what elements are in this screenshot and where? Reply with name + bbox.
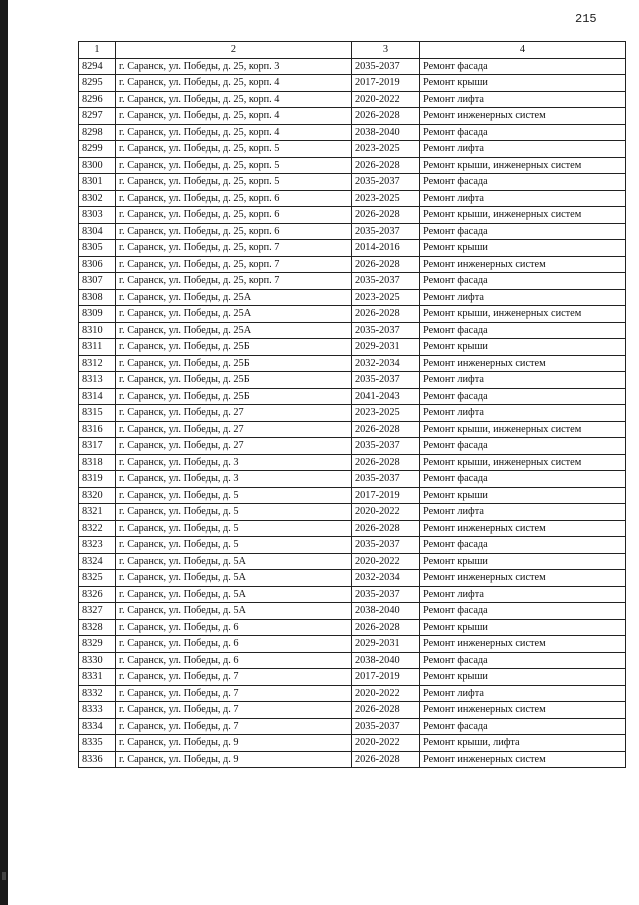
table-row bbox=[79, 405, 626, 422]
cell-work-type: Ремонт инженерных систем bbox=[420, 636, 626, 653]
cell-work-type: Ремонт крыши, инженерных систем bbox=[420, 207, 626, 224]
cell-period: 2023-2025 bbox=[352, 289, 420, 306]
cell-address: г. Саранск, ул. Победы, д. 25, корп. 7 bbox=[116, 273, 352, 290]
cell-row-number: 8316 bbox=[79, 421, 116, 438]
table-row bbox=[79, 603, 626, 620]
cell-work-type: Ремонт инженерных систем bbox=[420, 520, 626, 537]
cell-row-number: 8317 bbox=[79, 438, 116, 455]
cell-row-number: 8299 bbox=[79, 141, 116, 158]
cell-address: г. Саранск, ул. Победы, д. 25, корп. 6 bbox=[116, 207, 352, 224]
table-body bbox=[79, 58, 626, 768]
cell-work-type: Ремонт фасада bbox=[420, 388, 626, 405]
cell-work-type: Ремонт лифта bbox=[420, 190, 626, 207]
cell-work-type: Ремонт крыши, инженерных систем bbox=[420, 421, 626, 438]
cell-row-number: 8309 bbox=[79, 306, 116, 323]
cell-address: г. Саранск, ул. Победы, д. 7 bbox=[116, 669, 352, 686]
cell-work-type: Ремонт лифта bbox=[420, 91, 626, 108]
table-row bbox=[79, 471, 626, 488]
cell-address: г. Саранск, ул. Победы, д. 27 bbox=[116, 438, 352, 455]
cell-address: г. Саранск, ул. Победы, д. 25А bbox=[116, 306, 352, 323]
repair-schedule-table bbox=[78, 41, 626, 768]
cell-work-type: Ремонт крыши, лифта bbox=[420, 735, 626, 752]
cell-period: 2035-2037 bbox=[352, 372, 420, 389]
cell-address: г. Саранск, ул. Победы, д. 25, корп. 7 bbox=[116, 240, 352, 257]
table-row bbox=[79, 702, 626, 719]
cell-address: г. Саранск, ул. Победы, д. 25А bbox=[116, 322, 352, 339]
table-row bbox=[79, 652, 626, 669]
cell-row-number: 8315 bbox=[79, 405, 116, 422]
table-row bbox=[79, 207, 626, 224]
cell-address: г. Саранск, ул. Победы, д. 5А bbox=[116, 553, 352, 570]
cell-address: г. Саранск, ул. Победы, д. 7 bbox=[116, 718, 352, 735]
cell-address: г. Саранск, ул. Победы, д. 6 bbox=[116, 619, 352, 636]
cell-address: г. Саранск, ул. Победы, д. 5 bbox=[116, 537, 352, 554]
table-row bbox=[79, 421, 626, 438]
cell-row-number: 8307 bbox=[79, 273, 116, 290]
cell-row-number: 8323 bbox=[79, 537, 116, 554]
cell-row-number: 8304 bbox=[79, 223, 116, 240]
cell-period: 2035-2037 bbox=[352, 322, 420, 339]
table-row bbox=[79, 553, 626, 570]
cell-row-number: 8301 bbox=[79, 174, 116, 191]
cell-period: 2017-2019 bbox=[352, 75, 420, 92]
cell-address: г. Саранск, ул. Победы, д. 5 bbox=[116, 520, 352, 537]
table-row bbox=[79, 537, 626, 554]
cell-address: г. Саранск, ул. Победы, д. 25, корп. 5 bbox=[116, 141, 352, 158]
cell-work-type: Ремонт лифта bbox=[420, 289, 626, 306]
table-row bbox=[79, 322, 626, 339]
cell-row-number: 8297 bbox=[79, 108, 116, 125]
table-row bbox=[79, 388, 626, 405]
cell-row-number: 8310 bbox=[79, 322, 116, 339]
table-row bbox=[79, 685, 626, 702]
cell-row-number: 8335 bbox=[79, 735, 116, 752]
cell-period: 2026-2028 bbox=[352, 256, 420, 273]
cell-address: г. Саранск, ул. Победы, д. 5А bbox=[116, 603, 352, 620]
table-row bbox=[79, 306, 626, 323]
table-row bbox=[79, 619, 626, 636]
cell-row-number: 8314 bbox=[79, 388, 116, 405]
cell-period: 2035-2037 bbox=[352, 718, 420, 735]
cell-address: г. Саранск, ул. Победы, д. 25, корп. 4 bbox=[116, 124, 352, 141]
cell-period: 2026-2028 bbox=[352, 751, 420, 768]
cell-period: 2029-2031 bbox=[352, 636, 420, 653]
column-header-3: 3 bbox=[352, 42, 420, 59]
cell-address: г. Саранск, ул. Победы, д. 25, корп. 5 bbox=[116, 157, 352, 174]
scan-edge bbox=[0, 0, 8, 905]
table-row bbox=[79, 141, 626, 158]
cell-period: 2026-2028 bbox=[352, 454, 420, 471]
cell-period: 2020-2022 bbox=[352, 91, 420, 108]
cell-period: 2023-2025 bbox=[352, 405, 420, 422]
cell-period: 2035-2037 bbox=[352, 537, 420, 554]
cell-period: 2017-2019 bbox=[352, 487, 420, 504]
cell-row-number: 8336 bbox=[79, 751, 116, 768]
table-row bbox=[79, 372, 626, 389]
cell-address: г. Саранск, ул. Победы, д. 6 bbox=[116, 652, 352, 669]
table-row bbox=[79, 157, 626, 174]
cell-work-type: Ремонт фасада bbox=[420, 652, 626, 669]
cell-row-number: 8295 bbox=[79, 75, 116, 92]
cell-address: г. Саранск, ул. Победы, д. 3 bbox=[116, 454, 352, 471]
table-row bbox=[79, 58, 626, 75]
cell-period: 2020-2022 bbox=[352, 735, 420, 752]
cell-address: г. Саранск, ул. Победы, д. 7 bbox=[116, 702, 352, 719]
cell-work-type: Ремонт лифта bbox=[420, 372, 626, 389]
cell-period: 2026-2028 bbox=[352, 702, 420, 719]
cell-address: г. Саранск, ул. Победы, д. 9 bbox=[116, 751, 352, 768]
cell-row-number: 8325 bbox=[79, 570, 116, 587]
cell-period: 2020-2022 bbox=[352, 504, 420, 521]
cell-work-type: Ремонт фасада bbox=[420, 603, 626, 620]
cell-period: 2038-2040 bbox=[352, 652, 420, 669]
cell-row-number: 8298 bbox=[79, 124, 116, 141]
cell-row-number: 8303 bbox=[79, 207, 116, 224]
cell-period: 2026-2028 bbox=[352, 421, 420, 438]
cell-row-number: 8300 bbox=[79, 157, 116, 174]
cell-period: 2020-2022 bbox=[352, 553, 420, 570]
table-header-row bbox=[79, 42, 626, 59]
cell-work-type: Ремонт крыши bbox=[420, 553, 626, 570]
cell-row-number: 8330 bbox=[79, 652, 116, 669]
cell-work-type: Ремонт крыши bbox=[420, 487, 626, 504]
cell-period: 2026-2028 bbox=[352, 207, 420, 224]
scan-mark bbox=[2, 872, 6, 880]
cell-work-type: Ремонт крыши, инженерных систем bbox=[420, 454, 626, 471]
table-row bbox=[79, 487, 626, 504]
cell-period: 2026-2028 bbox=[352, 520, 420, 537]
cell-period: 2035-2037 bbox=[352, 223, 420, 240]
cell-address: г. Саранск, ул. Победы, д. 25Б bbox=[116, 388, 352, 405]
cell-row-number: 8319 bbox=[79, 471, 116, 488]
cell-work-type: Ремонт инженерных систем bbox=[420, 570, 626, 587]
table-row bbox=[79, 339, 626, 356]
cell-period: 2023-2025 bbox=[352, 141, 420, 158]
cell-address: г. Саранск, ул. Победы, д. 5А bbox=[116, 570, 352, 587]
cell-address: г. Саранск, ул. Победы, д. 25, корп. 7 bbox=[116, 256, 352, 273]
table-row bbox=[79, 520, 626, 537]
cell-row-number: 8311 bbox=[79, 339, 116, 356]
table-row bbox=[79, 355, 626, 372]
cell-period: 2023-2025 bbox=[352, 190, 420, 207]
cell-period: 2029-2031 bbox=[352, 339, 420, 356]
column-header-4: 4 bbox=[420, 42, 626, 59]
cell-period: 2035-2037 bbox=[352, 586, 420, 603]
cell-address: г. Саранск, ул. Победы, д. 25, корп. 6 bbox=[116, 223, 352, 240]
cell-work-type: Ремонт фасада bbox=[420, 223, 626, 240]
cell-work-type: Ремонт крыши bbox=[420, 619, 626, 636]
cell-row-number: 8322 bbox=[79, 520, 116, 537]
cell-row-number: 8331 bbox=[79, 669, 116, 686]
cell-work-type: Ремонт инженерных систем bbox=[420, 355, 626, 372]
cell-row-number: 8326 bbox=[79, 586, 116, 603]
cell-row-number: 8321 bbox=[79, 504, 116, 521]
table-row bbox=[79, 190, 626, 207]
table-row bbox=[79, 718, 626, 735]
cell-period: 2017-2019 bbox=[352, 669, 420, 686]
cell-work-type: Ремонт фасада bbox=[420, 537, 626, 554]
table-row bbox=[79, 570, 626, 587]
table-row bbox=[79, 438, 626, 455]
cell-address: г. Саранск, ул. Победы, д. 25, корп. 4 bbox=[116, 75, 352, 92]
cell-period: 2032-2034 bbox=[352, 570, 420, 587]
page-number: 215 bbox=[575, 12, 597, 26]
cell-address: г. Саранск, ул. Победы, д. 5 bbox=[116, 504, 352, 521]
cell-row-number: 8306 bbox=[79, 256, 116, 273]
cell-work-type: Ремонт крыши bbox=[420, 240, 626, 257]
cell-work-type: Ремонт фасада bbox=[420, 438, 626, 455]
cell-row-number: 8302 bbox=[79, 190, 116, 207]
cell-period: 2026-2028 bbox=[352, 306, 420, 323]
table-row bbox=[79, 174, 626, 191]
cell-period: 2038-2040 bbox=[352, 603, 420, 620]
cell-address: г. Саранск, ул. Победы, д. 9 bbox=[116, 735, 352, 752]
cell-row-number: 8324 bbox=[79, 553, 116, 570]
cell-address: г. Саранск, ул. Победы, д. 6 bbox=[116, 636, 352, 653]
table-row bbox=[79, 223, 626, 240]
cell-work-type: Ремонт фасада bbox=[420, 124, 626, 141]
table-row bbox=[79, 124, 626, 141]
cell-address: г. Саранск, ул. Победы, д. 5А bbox=[116, 586, 352, 603]
cell-address: г. Саранск, ул. Победы, д. 27 bbox=[116, 421, 352, 438]
cell-address: г. Саранск, ул. Победы, д. 25А bbox=[116, 289, 352, 306]
table-row bbox=[79, 289, 626, 306]
table-row bbox=[79, 256, 626, 273]
cell-row-number: 8329 bbox=[79, 636, 116, 653]
cell-period: 2035-2037 bbox=[352, 174, 420, 191]
cell-period: 2020-2022 bbox=[352, 685, 420, 702]
cell-address: г. Саранск, ул. Победы, д. 7 bbox=[116, 685, 352, 702]
cell-period: 2026-2028 bbox=[352, 108, 420, 125]
cell-address: г. Саранск, ул. Победы, д. 25, корп. 4 bbox=[116, 108, 352, 125]
column-header-2: 2 bbox=[116, 42, 352, 59]
cell-period: 2014-2016 bbox=[352, 240, 420, 257]
cell-work-type: Ремонт лифта bbox=[420, 685, 626, 702]
cell-period: 2038-2040 bbox=[352, 124, 420, 141]
cell-work-type: Ремонт фасада bbox=[420, 718, 626, 735]
cell-work-type: Ремонт фасада bbox=[420, 273, 626, 290]
table-row bbox=[79, 91, 626, 108]
cell-address: г. Саранск, ул. Победы, д. 5 bbox=[116, 487, 352, 504]
cell-work-type: Ремонт крыши bbox=[420, 75, 626, 92]
cell-work-type: Ремонт лифта bbox=[420, 586, 626, 603]
cell-work-type: Ремонт лифта bbox=[420, 141, 626, 158]
table-row bbox=[79, 454, 626, 471]
cell-work-type: Ремонт инженерных систем bbox=[420, 702, 626, 719]
cell-work-type: Ремонт лифта bbox=[420, 504, 626, 521]
table-row bbox=[79, 751, 626, 768]
cell-period: 2026-2028 bbox=[352, 619, 420, 636]
cell-period: 2035-2037 bbox=[352, 273, 420, 290]
cell-work-type: Ремонт инженерных систем bbox=[420, 751, 626, 768]
cell-period: 2041-2043 bbox=[352, 388, 420, 405]
cell-work-type: Ремонт инженерных систем bbox=[420, 108, 626, 125]
table-row bbox=[79, 240, 626, 257]
table-row bbox=[79, 273, 626, 290]
cell-address: г. Саранск, ул. Победы, д. 25Б bbox=[116, 339, 352, 356]
cell-period: 2032-2034 bbox=[352, 355, 420, 372]
cell-row-number: 8327 bbox=[79, 603, 116, 620]
cell-address: г. Саранск, ул. Победы, д. 27 bbox=[116, 405, 352, 422]
cell-address: г. Саранск, ул. Победы, д. 25, корп. 6 bbox=[116, 190, 352, 207]
cell-work-type: Ремонт фасада bbox=[420, 322, 626, 339]
cell-address: г. Саранск, ул. Победы, д. 25Б bbox=[116, 372, 352, 389]
table-row bbox=[79, 75, 626, 92]
cell-address: г. Саранск, ул. Победы, д. 25, корп. 5 bbox=[116, 174, 352, 191]
cell-work-type: Ремонт фасада bbox=[420, 174, 626, 191]
cell-work-type: Ремонт инженерных систем bbox=[420, 256, 626, 273]
table-row bbox=[79, 669, 626, 686]
table-row bbox=[79, 586, 626, 603]
cell-row-number: 8328 bbox=[79, 619, 116, 636]
cell-period: 2035-2037 bbox=[352, 438, 420, 455]
table-row bbox=[79, 108, 626, 125]
cell-row-number: 8332 bbox=[79, 685, 116, 702]
cell-row-number: 8305 bbox=[79, 240, 116, 257]
cell-row-number: 8334 bbox=[79, 718, 116, 735]
cell-row-number: 8296 bbox=[79, 91, 116, 108]
cell-row-number: 8308 bbox=[79, 289, 116, 306]
cell-work-type: Ремонт крыши bbox=[420, 669, 626, 686]
cell-row-number: 8318 bbox=[79, 454, 116, 471]
cell-row-number: 8333 bbox=[79, 702, 116, 719]
table-row bbox=[79, 735, 626, 752]
cell-address: г. Саранск, ул. Победы, д. 25Б bbox=[116, 355, 352, 372]
table-row bbox=[79, 504, 626, 521]
cell-period: 2035-2037 bbox=[352, 471, 420, 488]
cell-address: г. Саранск, ул. Победы, д. 25, корп. 4 bbox=[116, 91, 352, 108]
cell-row-number: 8312 bbox=[79, 355, 116, 372]
cell-work-type: Ремонт фасада bbox=[420, 58, 626, 75]
cell-work-type: Ремонт фасада bbox=[420, 471, 626, 488]
cell-period: 2035-2037 bbox=[352, 58, 420, 75]
cell-work-type: Ремонт крыши, инженерных систем bbox=[420, 157, 626, 174]
cell-period: 2026-2028 bbox=[352, 157, 420, 174]
cell-row-number: 8313 bbox=[79, 372, 116, 389]
cell-address: г. Саранск, ул. Победы, д. 25, корп. 3 bbox=[116, 58, 352, 75]
table-row bbox=[79, 636, 626, 653]
cell-work-type: Ремонт крыши bbox=[420, 339, 626, 356]
cell-work-type: Ремонт крыши, инженерных систем bbox=[420, 306, 626, 323]
cell-address: г. Саранск, ул. Победы, д. 3 bbox=[116, 471, 352, 488]
cell-row-number: 8294 bbox=[79, 58, 116, 75]
cell-row-number: 8320 bbox=[79, 487, 116, 504]
cell-work-type: Ремонт лифта bbox=[420, 405, 626, 422]
column-header-1: 1 bbox=[79, 42, 116, 59]
